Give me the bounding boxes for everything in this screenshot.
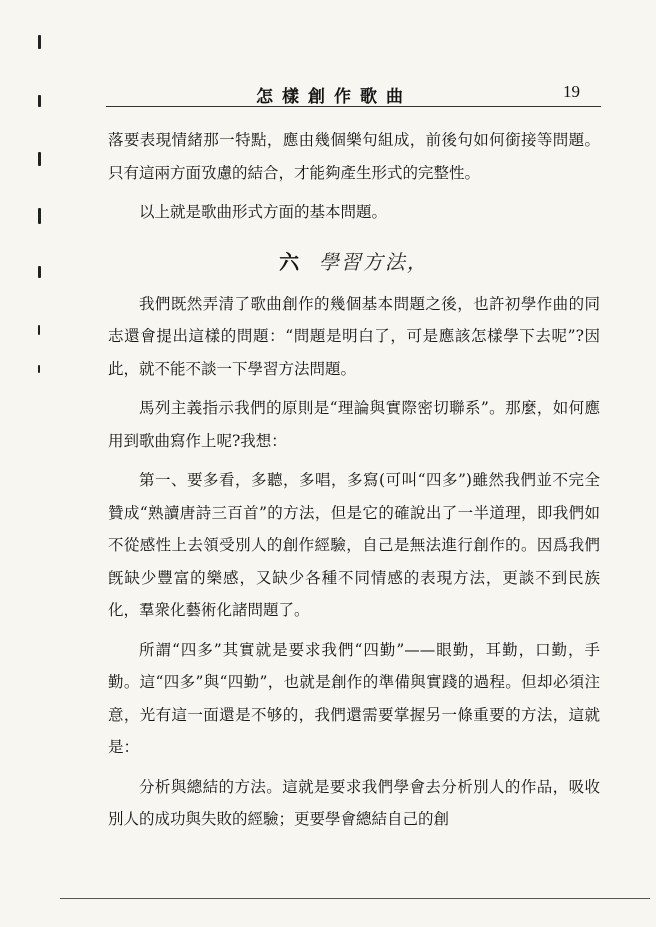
running-header-title: 怎樣創作歌曲 <box>256 87 412 107</box>
paragraph: 所謂“四多”其實就是要求我們“四勤”——眼勤，耳勤，口勤，手勤。這“四多”與“四勤”，也就是創作的準備與實踐的過程。但却必須注意，光有這一面還是不够的，我們還需要掌握另一條重要的方法，這就是： <box>108 640 600 756</box>
paragraph: 第一、要多看，多聽，多唱，多寫(可叫“四多”)雖然我們並不完全贊成“熟讀唐詩三百首”的方法，但是它的確說出了一半道理，即我們如不從感性上去領受別人的創作經驗，自己是無法進行創作的。因爲我們旣缺少豐富的樂感，又缺少各種不同情感的表現方法，更談不到民族化，羣衆化藝術化諸問題了。 <box>108 471 600 619</box>
paragraph: 我們既然弄清了歌曲創作的幾個基本問題之後，也許初學作曲的同志還會提出這樣的問題：“問題是明白了，可是應該怎樣學下去呢”?因此，就不能不談一下學習方法問題。 <box>108 294 600 378</box>
scan-speck <box>38 208 41 224</box>
scan-speck <box>38 266 41 278</box>
section-heading <box>108 236 600 288</box>
scan-speck <box>38 365 40 373</box>
page-number: 19 <box>563 82 580 101</box>
header-rule <box>106 106 601 107</box>
scan-speck <box>38 152 41 166</box>
scan-speck <box>38 325 40 335</box>
section-number: 六 <box>279 249 300 274</box>
scan-speck <box>38 35 41 49</box>
paragraph: 以上就是歌曲形式方面的基本問題。 <box>139 203 388 221</box>
scan-speck <box>38 95 41 107</box>
handwritten-section-title: 學習方法， <box>318 249 429 274</box>
paragraph: 馬列主義指示我們的原則是“理論與實際密切聯系”。那麼，如何應用到歌曲寫作上呢?我想： <box>108 399 600 450</box>
paragraph: 落要表現情緒那一特點，應由幾個樂句組成，前後句如何銜接等問題。只有這兩方面攷慮的結合，才能夠產生形式的完整性。 <box>108 131 600 182</box>
bottom-edge-line <box>60 898 650 899</box>
body-text <box>108 124 600 843</box>
paragraph: 分析與總結的方法。這就是要求我們學會去分析別人的作品，吸收別人的成功與失敗的經驗；更要學會總結自己的創 <box>108 777 600 828</box>
